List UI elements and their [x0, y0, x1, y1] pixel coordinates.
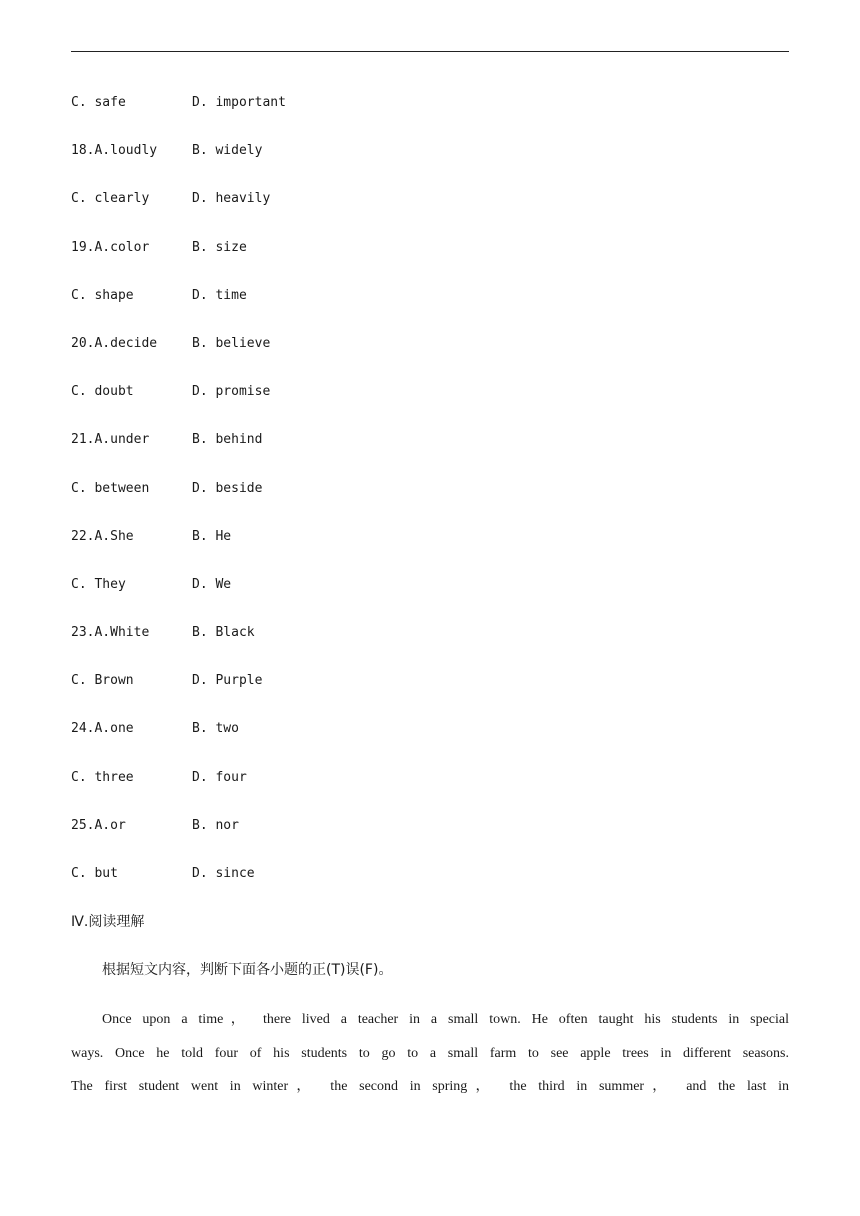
option-right: B. He [192, 528, 232, 544]
option-right: B. Black [192, 625, 255, 641]
option-right: B. two [192, 721, 239, 737]
passage-line: ways. Once he told four of his students to go to a small farm to see apple trees in different seasons. [71, 1045, 789, 1061]
option-right: D. important [192, 95, 286, 110]
section-heading: Ⅳ.阅读理解 [71, 914, 145, 930]
option-right: B. widely [192, 143, 263, 159]
option-row [71, 576, 789, 624]
option-left: C. shape [71, 287, 134, 303]
option-left: C. Brown [71, 673, 134, 689]
option-row [71, 672, 789, 720]
header-rule [71, 51, 789, 52]
option-right: B. nor [192, 817, 239, 833]
option-right: D. since [192, 866, 255, 881]
option-row [71, 480, 789, 528]
option-row [71, 720, 789, 768]
option-left: 25.A.or [71, 817, 126, 833]
option-left: 19.A.color [71, 239, 150, 255]
option-right: D. beside [192, 480, 263, 496]
instruction-text: 根据短文内容，判断下面各小题的正(T)误(F)。 [102, 962, 393, 978]
option-right: D. heavily [192, 191, 271, 207]
option-row [71, 239, 789, 287]
option-right: D. time [192, 287, 247, 303]
option-left: 22.A.She [71, 528, 134, 544]
option-left: 20.A.decide [71, 335, 158, 351]
option-row [71, 817, 789, 865]
option-right: B. behind [192, 432, 263, 448]
passage-line: The first student went in winter， the second in spring， the third in summer， and the last in [71, 1079, 789, 1094]
option-row [71, 142, 789, 190]
answer-options-list [71, 94, 789, 913]
passage-line: Once upon a time， there lived a teacher in a small town. He often taught his students in special [102, 1012, 789, 1027]
option-row [71, 769, 789, 817]
option-left: 21.A.under [71, 432, 150, 448]
option-left: 24.A.one [71, 721, 134, 737]
option-left: C. They [71, 576, 126, 592]
option-right: B. believe [192, 335, 271, 351]
option-left: C. clearly [71, 191, 150, 207]
option-row [71, 865, 789, 913]
option-right: B. size [192, 239, 247, 255]
option-row [71, 624, 789, 672]
option-left: 23.A.White [71, 625, 150, 641]
option-left: C. three [71, 769, 134, 785]
option-row [71, 190, 789, 238]
option-row [71, 528, 789, 576]
option-left: C. between [71, 480, 150, 496]
reading-passage [71, 1010, 789, 1111]
option-left: C. doubt [71, 384, 134, 400]
option-left: 18.A.loudly [71, 143, 158, 159]
option-right: D. promise [192, 384, 271, 400]
option-left: C. but [71, 866, 118, 881]
option-left: C. safe [71, 95, 126, 110]
option-row [71, 94, 789, 142]
option-right: D. four [192, 769, 247, 785]
option-row [71, 431, 789, 479]
option-row [71, 335, 789, 383]
option-right: D. Purple [192, 673, 263, 689]
option-right: D. We [192, 576, 232, 592]
option-row [71, 287, 789, 335]
option-row [71, 383, 789, 431]
